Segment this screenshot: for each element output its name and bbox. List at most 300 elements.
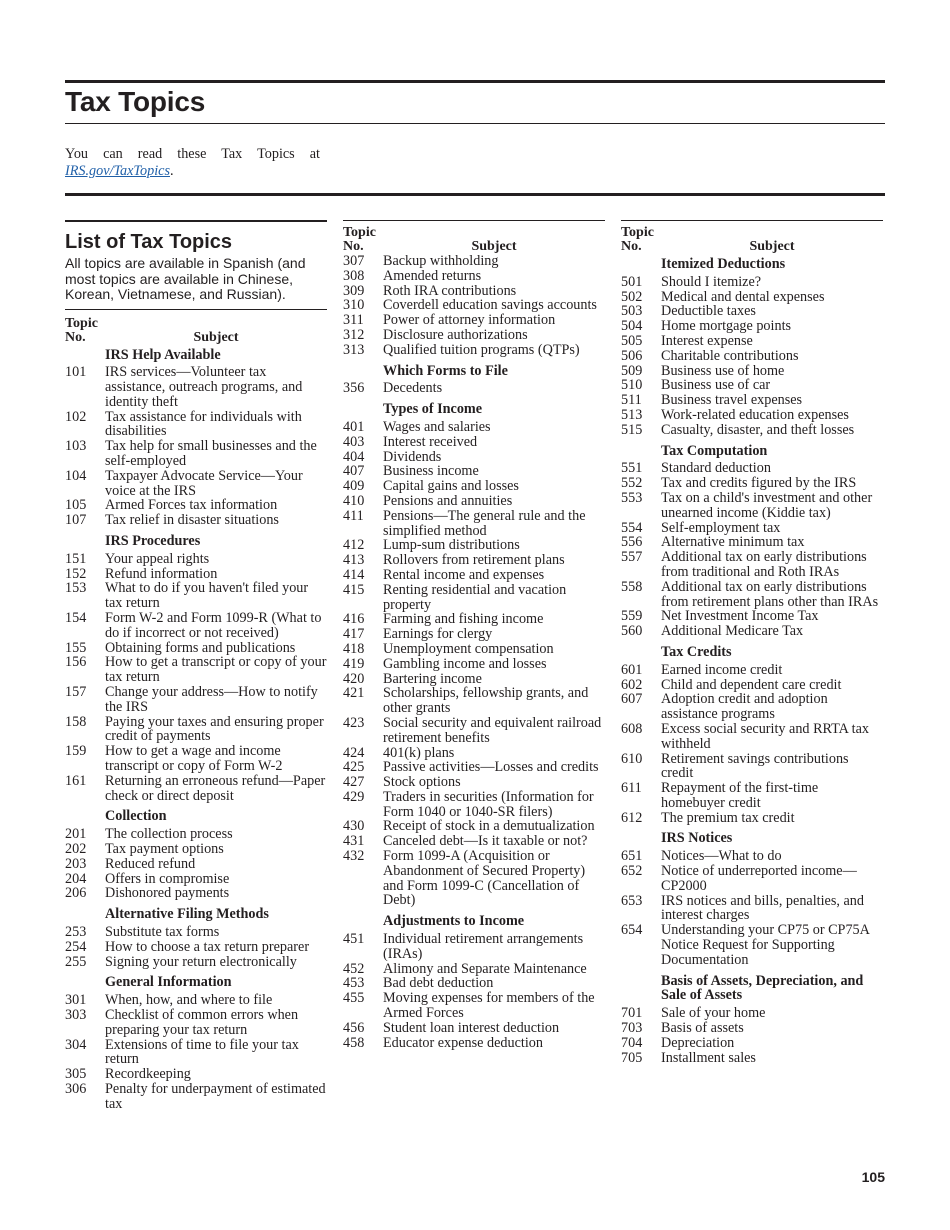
topic-number: 652 — [621, 863, 643, 880]
topic-row — [343, 464, 605, 479]
topic-subject: Business travel expenses — [661, 392, 803, 409]
topic-number: 425 — [343, 759, 365, 776]
column-header-subject: Subject — [749, 239, 795, 254]
topic-row — [621, 1036, 883, 1051]
column-top-rule — [65, 220, 327, 222]
column-header-topic-no: Topic No. — [343, 225, 376, 254]
topic-number: 156 — [65, 654, 87, 671]
topic-row — [621, 663, 883, 678]
topic-number: 601 — [621, 661, 643, 678]
section-heading: Collection — [105, 808, 167, 825]
topic-row — [343, 420, 605, 435]
topic-subject: Traders in securities (Information for Form 1040 or 1040-SR filers) — [383, 788, 594, 820]
topic-number: 503 — [621, 303, 643, 320]
topic-subject: Sale of your home — [661, 1005, 766, 1022]
topic-number: 159 — [65, 743, 87, 760]
topic-row — [65, 1067, 327, 1082]
section-heading: IRS Help Available — [105, 346, 221, 363]
topic-number: 456 — [343, 1019, 365, 1036]
section-heading: Tax Computation — [661, 442, 768, 459]
topic-number: 107 — [65, 512, 87, 529]
topic-number: 153 — [65, 580, 87, 597]
topic-row — [621, 811, 883, 826]
topic-number: 161 — [65, 772, 87, 789]
topic-subject: Tax on a child's investment and other unearned income (Kiddie tax) — [661, 489, 873, 521]
topic-number: 407 — [343, 463, 365, 480]
topic-number: 429 — [343, 788, 365, 805]
topic-row — [343, 254, 605, 269]
column-header-subject: Subject — [193, 329, 239, 345]
column-top-rule — [343, 220, 605, 221]
topic-number: 653 — [621, 892, 643, 909]
topic-row — [65, 925, 327, 940]
topic-row — [621, 864, 883, 894]
topic-row — [343, 932, 605, 962]
topic-row — [343, 509, 605, 539]
topic-row — [343, 583, 605, 613]
topic-subject: Reduced refund — [105, 855, 196, 872]
topic-row — [343, 568, 605, 583]
topic-row — [65, 552, 327, 567]
topic-row — [65, 857, 327, 872]
topic-number: 401 — [343, 418, 365, 435]
topic-subject: Dishonored payments — [105, 885, 230, 902]
topic-number: 421 — [343, 685, 365, 702]
column-header-topic-no: Topic No. — [621, 225, 654, 254]
topic-number: 423 — [343, 714, 365, 731]
topic-number: 607 — [621, 691, 643, 708]
topic-row — [621, 378, 883, 393]
topics-column-2 — [343, 220, 605, 1050]
topic-subject: Tax help for small businesses and the self-employed — [105, 438, 317, 470]
topic-number: 515 — [621, 421, 643, 438]
topic-number: 558 — [621, 578, 643, 595]
topic-row — [343, 775, 605, 790]
topic-number: 255 — [65, 953, 87, 970]
topic-subject: Passive activities—Losses and credits — [383, 759, 599, 776]
column-body — [621, 257, 883, 1065]
topic-subject: The premium tax credit — [661, 809, 795, 826]
topic-subject: Decedents — [383, 380, 443, 397]
topic-row — [65, 611, 327, 641]
topic-row — [621, 319, 883, 334]
topic-subject: Should I itemize? — [661, 273, 762, 290]
topic-number: 427 — [343, 774, 365, 791]
topic-number: 612 — [621, 809, 643, 826]
topic-number: 412 — [343, 537, 365, 554]
topic-subject: Tax assistance for individuals with disabilities — [105, 408, 302, 440]
topic-number: 431 — [343, 833, 365, 850]
topic-subject: Charitable contributions — [661, 347, 799, 364]
topic-subject: Home mortgage points — [661, 318, 792, 335]
topic-number: 610 — [621, 750, 643, 767]
topic-row — [621, 423, 883, 438]
section-heading: Tax Credits — [661, 643, 732, 660]
topic-number: 415 — [343, 581, 365, 598]
topic-row — [343, 790, 605, 820]
topic-number: 701 — [621, 1005, 643, 1022]
topic-subject: Power of attorney information — [383, 312, 556, 329]
topic-subject: Substitute tax forms — [105, 923, 220, 940]
topic-subject: Adoption credit and adoption assistance programs — [661, 691, 828, 723]
topic-number: 304 — [65, 1036, 87, 1053]
topic-number: 452 — [343, 960, 365, 977]
topic-subject: Tax and credits figured by the IRS — [661, 475, 857, 492]
topic-number: 413 — [343, 552, 365, 569]
topic-row — [65, 774, 327, 804]
topic-row — [343, 716, 605, 746]
topic-number: 654 — [621, 922, 643, 939]
topic-row — [343, 686, 605, 716]
topic-number: 510 — [621, 377, 643, 394]
topic-subject: Alternative minimum tax — [661, 534, 805, 551]
topic-number: 104 — [65, 467, 87, 484]
topic-number: 511 — [621, 392, 642, 409]
topic-number: 611 — [621, 780, 642, 797]
topic-subject: Checklist of common errors when preparing your tax return — [105, 1006, 299, 1038]
topic-number: 102 — [65, 408, 87, 425]
topic-row — [65, 513, 327, 528]
topic-subject: Business use of car — [661, 377, 771, 394]
topic-number: 306 — [65, 1080, 87, 1097]
topic-number: 556 — [621, 534, 643, 551]
topic-row — [65, 410, 327, 440]
topic-row — [65, 715, 327, 745]
topic-subject: Alimony and Separate Maintenance — [383, 960, 587, 977]
topics-column-3 — [621, 220, 883, 1065]
topic-subject: Net Investment Income Tax — [661, 608, 819, 625]
topic-row — [621, 722, 883, 752]
topic-row — [621, 408, 883, 423]
topic-row — [343, 435, 605, 450]
topic-row — [621, 521, 883, 536]
topic-number: 554 — [621, 519, 643, 536]
topic-subject: Medical and dental expenses — [661, 288, 825, 305]
topic-row — [621, 580, 883, 610]
topic-number: 356 — [343, 380, 365, 397]
page-title: Tax Topics — [65, 86, 206, 117]
topic-row — [65, 993, 327, 1008]
topic-subject: Your appeal rights — [105, 550, 210, 567]
topic-subject: Earnings for clergy — [383, 626, 493, 643]
topic-row — [343, 343, 605, 358]
topic-subject: Armed Forces tax information — [105, 497, 278, 514]
topic-row — [343, 834, 605, 849]
column-header — [343, 225, 605, 254]
irs-taxtopics-link[interactable]: IRS.gov/TaxTopics — [65, 163, 170, 179]
topic-row — [343, 450, 605, 465]
topic-number: 557 — [621, 549, 643, 566]
topic-row — [65, 581, 327, 611]
topic-number: 303 — [65, 1006, 87, 1023]
intro-paragraph — [65, 146, 320, 180]
topic-row — [621, 692, 883, 722]
topic-row — [343, 642, 605, 657]
topic-row — [65, 567, 327, 582]
topic-number: 416 — [343, 611, 365, 628]
intro-text: You can read these Tax Topics at — [65, 146, 320, 162]
topic-row — [621, 491, 883, 521]
topic-row — [343, 991, 605, 1021]
topic-row — [621, 461, 883, 476]
topic-row — [343, 479, 605, 494]
topic-row — [621, 550, 883, 580]
topic-number: 155 — [65, 639, 87, 656]
topic-row — [65, 744, 327, 774]
topic-subject: Casualty, disaster, and theft losses — [661, 421, 855, 438]
column-header — [621, 225, 883, 254]
topic-subject: Canceled debt—Is it taxable or not? — [383, 833, 588, 850]
topic-number: 101 — [65, 364, 87, 381]
topic-number: 301 — [65, 992, 87, 1009]
topic-number: 458 — [343, 1034, 365, 1051]
topic-number: 409 — [343, 478, 365, 495]
topic-row — [65, 1008, 327, 1038]
topic-subject: Offers in compromise — [105, 870, 230, 887]
topic-number: 559 — [621, 608, 643, 625]
topic-subject: Rental income and expenses — [383, 566, 545, 583]
topic-subject: Wages and salaries — [383, 418, 491, 435]
topic-subject: Lump-sum distributions — [383, 537, 520, 554]
topic-row — [343, 494, 605, 509]
topic-row — [343, 553, 605, 568]
topic-row — [65, 685, 327, 715]
topic-row — [343, 328, 605, 343]
topic-subject: Returning an erroneous refund—Paper check or direct deposit — [105, 772, 326, 804]
top-thick-rule — [65, 80, 885, 83]
topic-number: 560 — [621, 623, 643, 640]
topic-number: 403 — [343, 433, 365, 450]
topic-row — [343, 849, 605, 908]
topic-number: 151 — [65, 550, 87, 567]
topic-number: 154 — [65, 610, 87, 627]
topic-subject: How to get a wage and income transcript or copy of Form W-2 — [105, 743, 283, 775]
topic-subject: Taxpayer Advocate Service—Your voice at the IRS — [105, 467, 303, 499]
topic-number: 404 — [343, 448, 365, 465]
topic-subject: Pensions and annuities — [383, 492, 513, 509]
topic-number: 505 — [621, 332, 643, 349]
topic-subject: Business use of home — [661, 362, 785, 379]
topic-subject: How to get a transcript or copy of your tax return — [105, 654, 327, 686]
topic-row — [65, 498, 327, 513]
topic-row — [343, 672, 605, 687]
topic-number: 417 — [343, 626, 365, 643]
topic-subject: Rollovers from retirement plans — [383, 552, 565, 569]
topic-number: 202 — [65, 841, 87, 857]
topic-number: 552 — [621, 475, 643, 492]
topic-subject: Deductible taxes — [661, 303, 756, 320]
topic-row — [343, 381, 605, 396]
topic-subject: Renting residential and vacation property — [383, 581, 567, 613]
topic-number: 308 — [343, 267, 365, 284]
topic-subject: Change your address—How to notify the IRS — [105, 684, 318, 715]
topic-subject: Refund information — [105, 565, 218, 582]
topic-row — [621, 476, 883, 491]
topic-row — [343, 1036, 605, 1051]
topic-number: 253 — [65, 923, 87, 940]
topic-row — [343, 298, 605, 313]
topic-subject: Paying your taxes and ensuring proper credit of payments — [105, 713, 324, 745]
topic-row — [343, 612, 605, 627]
topic-subject: Scholarships, fellowship grants, and other grants — [383, 685, 589, 717]
topic-subject: Child and dependent care credit — [661, 676, 842, 693]
topic-subject: Form W-2 and Form 1099-R (What to do if incorrect or not received) — [105, 610, 322, 641]
section-heading: Adjustments to Income — [383, 913, 525, 930]
topic-number: 152 — [65, 565, 87, 582]
topic-number: 311 — [343, 312, 364, 329]
topic-subject: 401(k) plans — [383, 744, 455, 761]
topic-row — [621, 393, 883, 408]
topic-subject: Extensions of time to file your tax return — [105, 1036, 299, 1068]
topic-row — [65, 439, 327, 469]
section-heading: IRS Procedures — [105, 533, 201, 550]
topic-number: 705 — [621, 1049, 643, 1066]
topic-number: 453 — [343, 975, 365, 992]
topic-subject: Obtaining forms and publications — [105, 639, 296, 656]
topic-number: 513 — [621, 406, 643, 423]
topic-subject: Standard deduction — [661, 460, 771, 477]
topic-number: 310 — [343, 297, 365, 314]
topic-subject: Understanding your CP75 or CP75A Notice Request for Supporting Documentation — [661, 922, 870, 968]
topic-row — [65, 365, 327, 409]
topic-number: 608 — [621, 720, 643, 737]
topic-number: 105 — [65, 497, 87, 514]
topic-row — [343, 627, 605, 642]
topic-row — [65, 827, 327, 842]
topic-number: 704 — [621, 1034, 643, 1051]
topic-subject: Work-related education expenses — [661, 406, 849, 423]
topic-subject: Interest received — [383, 433, 478, 450]
topic-subject: Qualified tuition programs (QTPs) — [383, 341, 580, 358]
page-number: 105 — [861, 1169, 885, 1185]
topic-subject: Notice of underreported income—CP2000 — [661, 863, 857, 894]
topic-row — [343, 269, 605, 284]
topic-row — [65, 886, 327, 901]
topic-subject: Repayment of the first-time homebuyer credit — [661, 780, 819, 811]
topic-row — [621, 752, 883, 782]
topic-row — [621, 275, 883, 290]
topic-subject: Depreciation — [661, 1034, 735, 1051]
section-heading: Types of Income — [383, 401, 483, 418]
topic-row — [65, 955, 327, 970]
topic-subject: Basis of assets — [661, 1020, 744, 1037]
topic-number: 411 — [343, 507, 364, 524]
topic-subject: Additional Medicare Tax — [661, 623, 804, 640]
topic-subject: IRS services—Volunteer tax assistance, outreach programs, and identity theft — [105, 364, 303, 410]
topic-row — [621, 624, 883, 639]
topic-row — [621, 894, 883, 924]
topic-subject: Tax relief in disaster situations — [105, 512, 279, 529]
topic-subject: Additional tax on early distributions from traditional and Roth IRAs — [661, 549, 867, 580]
section-heading: Itemized Deductions — [661, 256, 786, 272]
topic-subject: Self-employment tax — [661, 519, 781, 536]
column-header-subject: Subject — [471, 239, 517, 254]
topic-row — [621, 334, 883, 349]
topic-subject: Amended returns — [383, 267, 482, 284]
topic-row — [65, 641, 327, 656]
topic-subject: Business income — [383, 463, 479, 480]
topic-number: 203 — [65, 855, 87, 872]
topic-number: 410 — [343, 492, 365, 509]
topic-subject: Bartering income — [383, 670, 482, 687]
topic-number: 551 — [621, 460, 643, 477]
topic-number: 419 — [343, 655, 365, 672]
column-header — [65, 316, 327, 345]
list-description: All topics are available in Spanish (and most topics are available in Chinese, Korean, Vietnamese, and Russian). — [65, 256, 327, 310]
intro-period: . — [169, 163, 174, 179]
topic-number: 313 — [343, 341, 365, 358]
topic-row — [343, 284, 605, 299]
topic-number: 254 — [65, 938, 87, 955]
topic-subject: IRS notices and bills, penalties, and interest charges — [661, 892, 864, 924]
section-heading: Basis of Assets, Depreciation, and Sale of Assets — [661, 972, 864, 1004]
topic-subject: Stock options — [383, 774, 461, 791]
topic-subject: When, how, and where to file — [105, 992, 273, 1009]
topic-number: 430 — [343, 818, 365, 835]
topic-row — [621, 364, 883, 379]
topic-subject: Tax payment options — [105, 841, 224, 857]
topic-row — [65, 469, 327, 499]
topic-subject: Penalty for underpayment of estimated tax — [105, 1080, 326, 1112]
topic-number: 158 — [65, 713, 87, 730]
topic-row — [621, 781, 883, 811]
topic-number: 305 — [65, 1066, 87, 1083]
topic-number: 455 — [343, 990, 365, 1007]
topic-number: 103 — [65, 438, 87, 455]
topic-row — [343, 538, 605, 553]
topic-subject: Pensions—The general rule and the simplified method — [383, 507, 586, 539]
column-body — [343, 254, 605, 1050]
topic-number: 204 — [65, 870, 87, 887]
topic-subject: Coverdell education savings accounts — [383, 297, 597, 314]
topic-row — [65, 655, 327, 685]
topic-row — [343, 1021, 605, 1036]
topic-number: 424 — [343, 744, 365, 761]
topic-number: 420 — [343, 670, 365, 687]
topic-row — [65, 872, 327, 887]
topic-number: 501 — [621, 273, 643, 290]
topic-subject: Bad debt deduction — [383, 975, 494, 992]
topic-row — [343, 760, 605, 775]
topic-number: 502 — [621, 288, 643, 305]
topic-subject: The collection process — [105, 826, 233, 843]
topic-number: 651 — [621, 848, 643, 865]
topic-number: 506 — [621, 347, 643, 364]
topic-subject: What to do if you haven't filed your tax return — [105, 580, 309, 612]
topic-subject: Farming and fishing income — [383, 611, 544, 628]
topic-subject: Moving expenses for members of the Armed Forces — [383, 990, 595, 1022]
topic-number: 157 — [65, 684, 87, 701]
topic-number: 553 — [621, 489, 643, 506]
topic-number: 418 — [343, 640, 365, 657]
topic-row — [621, 678, 883, 693]
topic-subject: Signing your return electronically — [105, 953, 297, 970]
topic-row — [343, 819, 605, 834]
column-header-topic-no: Topic No. — [65, 315, 98, 345]
topic-subject: Installment sales — [661, 1049, 756, 1066]
topic-number: 451 — [343, 931, 365, 948]
topic-number: 509 — [621, 362, 643, 379]
section-divider-rule — [65, 193, 885, 196]
topic-row — [343, 976, 605, 991]
topic-number: 703 — [621, 1020, 643, 1037]
topic-subject: Additional tax on early distributions from retirement plans other than IRAs — [661, 578, 879, 610]
topic-row — [343, 657, 605, 672]
topic-row — [621, 1051, 883, 1066]
topic-subject: Unemployment compensation — [383, 640, 554, 657]
topic-subject: Individual retirement arrangements (IRAs) — [383, 931, 584, 962]
topics-column-1 — [65, 220, 327, 1112]
